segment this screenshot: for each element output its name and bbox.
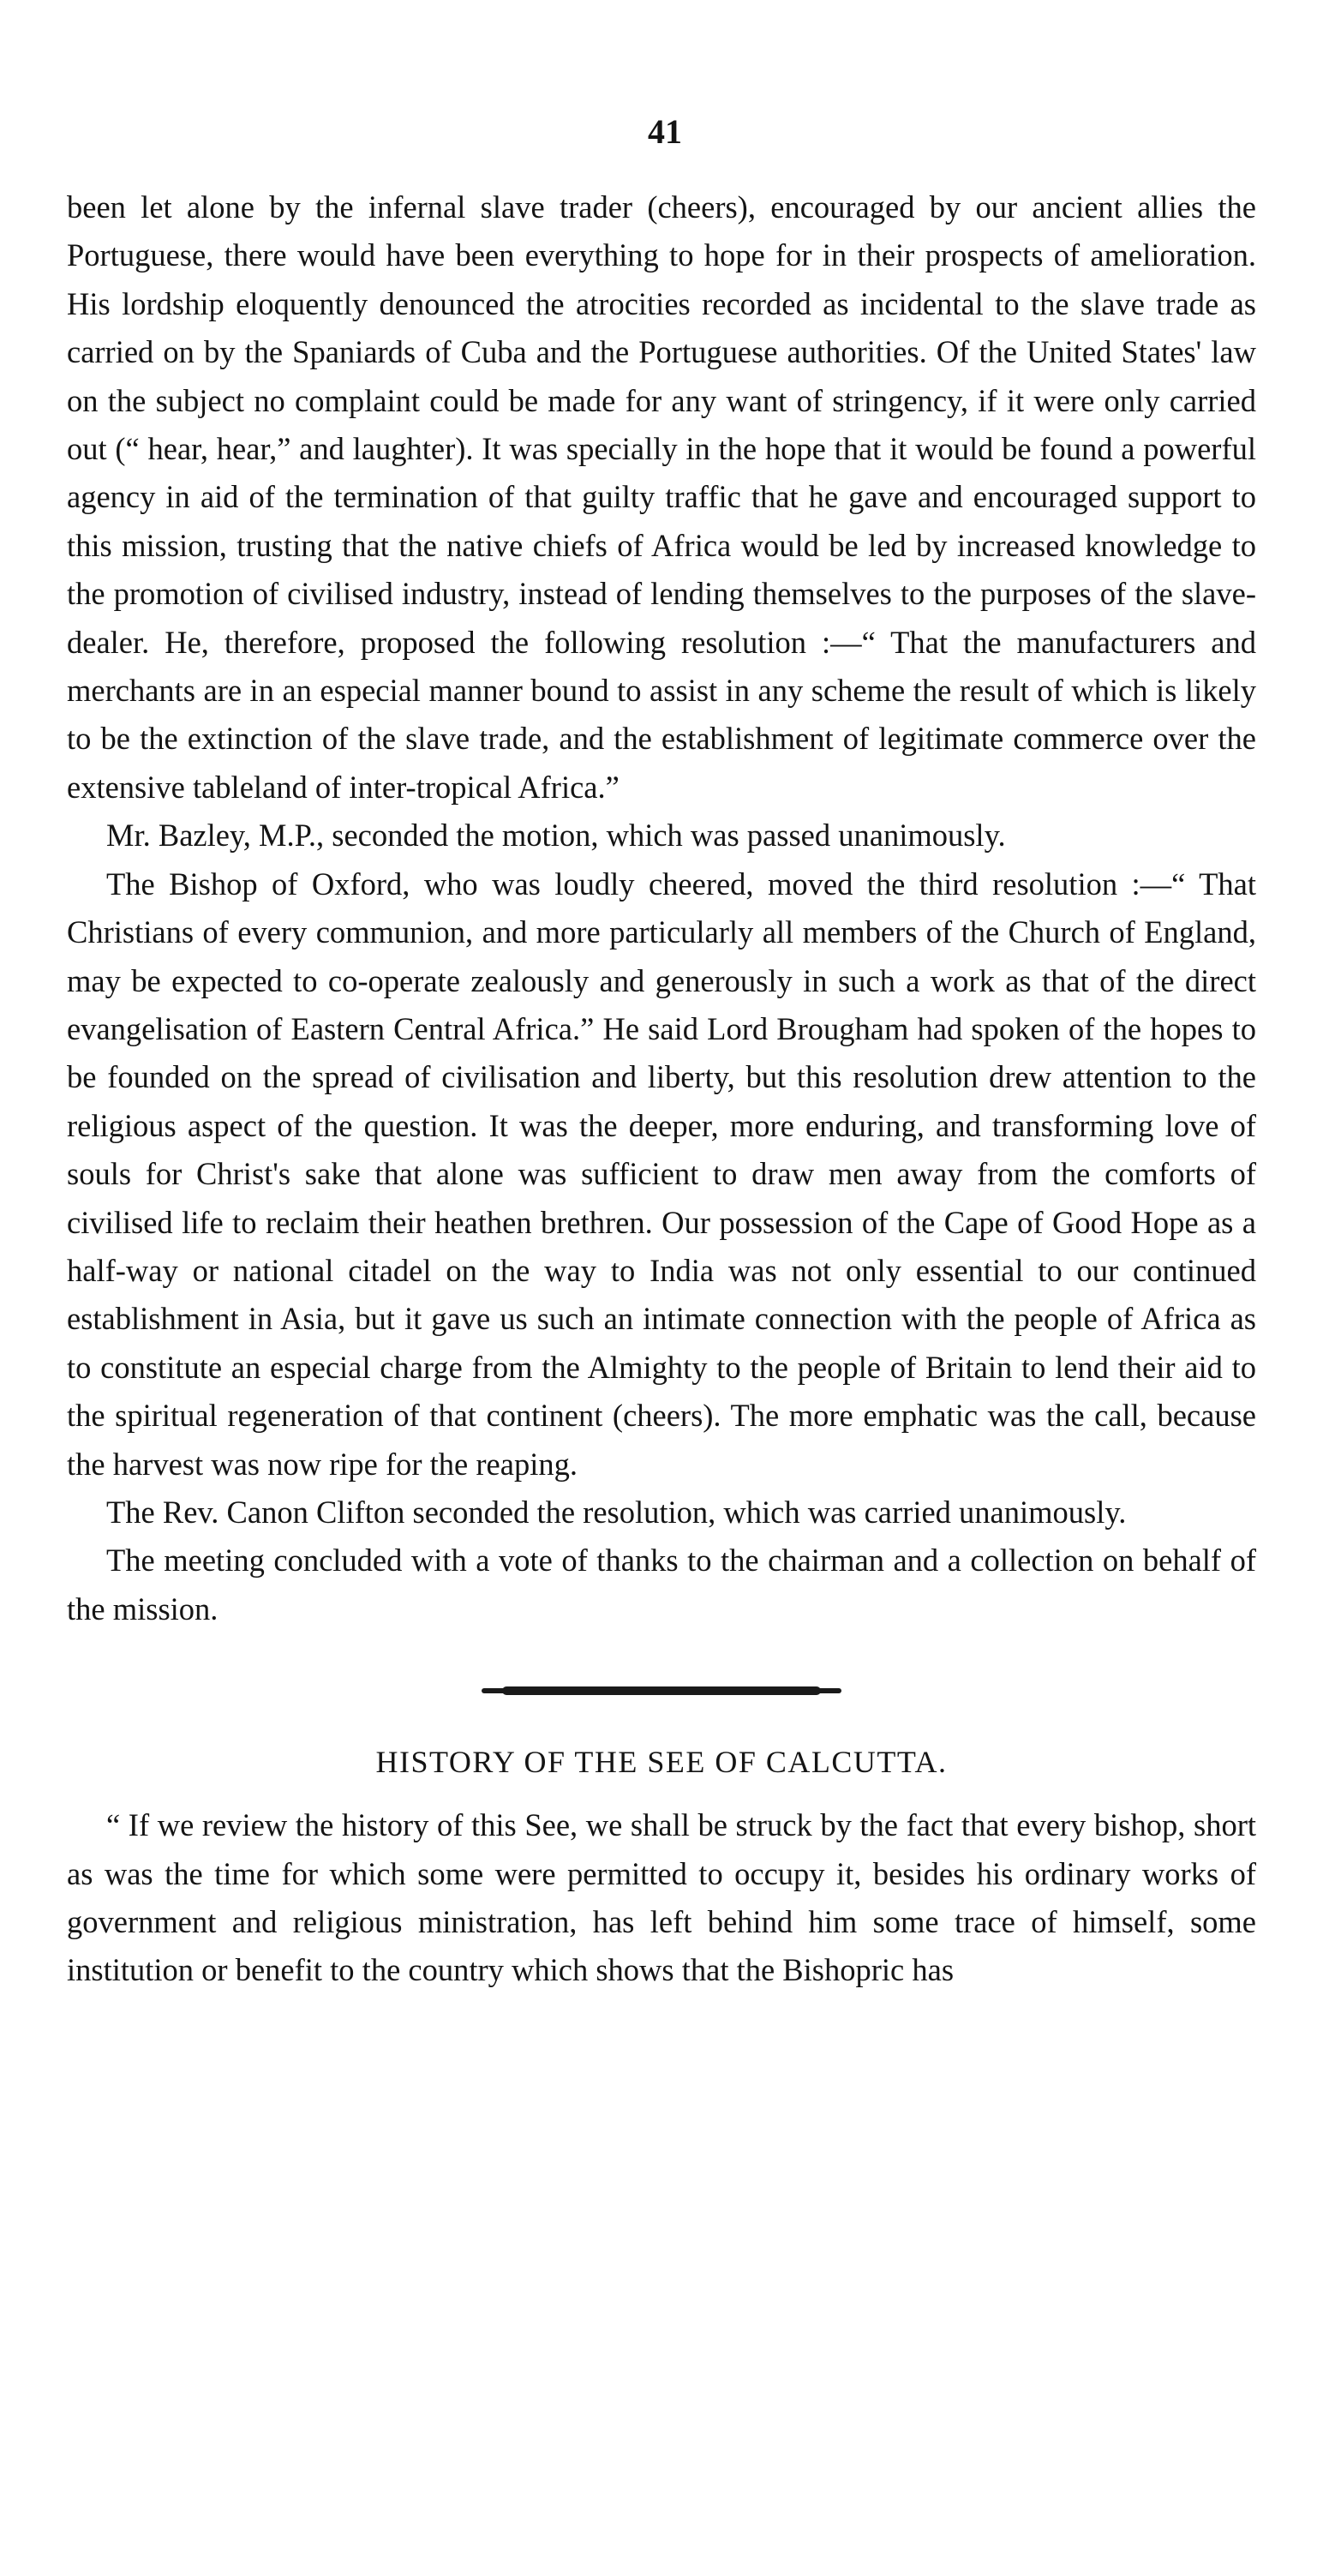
paragraph-history-see: “ If we review the history of this See, we shall be struck by the fact that every bishop, short as was the time for which some were permitted to occupy it, besides his ordinary works of government and religious ministration, has left behind him some trace of himself, some institution or benefit to the country which shows that the Bishopric has bbox=[67, 1807, 1256, 1988]
document-page bbox=[67, 111, 1256, 1995]
paragraph-meeting-concluded: The meeting concluded with a vote of thanks to the chairman and a collection on behalf of the mission. bbox=[67, 1543, 1256, 1626]
section-heading: HISTORY OF THE SEE OF CALCUTTA. bbox=[375, 1745, 948, 1780]
paragraph-bazley: Mr. Bazley, M.P., seconded the motion, which was passed unanimously. bbox=[106, 818, 1006, 854]
page-number: 41 bbox=[648, 112, 682, 151]
paragraph-canon-clifton: The Rev. Canon Clifton seconded the resolution, which was carried unanimously. bbox=[106, 1494, 1127, 1530]
section-divider-rule bbox=[482, 1688, 841, 1693]
paragraph-bishop-of-oxford: The Bishop of Oxford, who was loudly cheered, moved the third resolution :—“ That Christians of every communion, and more particularly all members of the Church of England, may be expected to co-operate zealously and generously in such a work as that of the direct evangelisation of Eastern Central Africa.” He said Lord Brougham had spoken of the hopes to be founded on the spread of civilisation and liberty, but this resolution drew attention to the religious aspect of the question. It was the deeper, more enduring, and transforming love of souls for Christ's sake that alone was sufficient to draw men away from the comforts of civilised life to reclaim their heathen brethren. Our possession of the Cape of Good Hope as a half-way or national citadel on the way to India was not only essential to our continued establishment in Asia, but it gave us such an intimate connection with the people of Africa as to constitute an especial charge from the Almighty to the people of Britain to lend their aid to the spiritual regeneration of that continent (cheers). The more emphatic was the call, because the harvest was now ripe for the reaping. bbox=[67, 866, 1256, 1482]
paragraph-continuation: been let alone by the infernal slave trader (cheers), encouraged by our ancient allies the Portuguese, there would have been everything to hope for in their prospects of amelioration. His lordship eloquently denounced the atrocities recorded as incidental to the slave trade as carried on by the Spaniards of Cuba and the Portuguese authorities. Of the United States' law on the subject no complaint could be made for any want of stringency, if it were only carried out (“ hear, hear,” and laughter). It was specially in the hope that it would be found a powerful agency in aid of the termination of that guilty traffic that he gave and encouraged support to this mission, trusting that the native chiefs of Africa would be led by increased knowledge to the promotion of civilised industry, instead of lending themselves to the purposes of the slave-dealer. He, therefore, proposed the following resolution :—“ That the manufacturers and merchants are in an especial manner bound to assist in any scheme the result of which is likely to be the extinction of the slave trade, and the establishment of legitimate commerce over the extensive tableland of inter-tropical Africa.” bbox=[67, 189, 1256, 805]
